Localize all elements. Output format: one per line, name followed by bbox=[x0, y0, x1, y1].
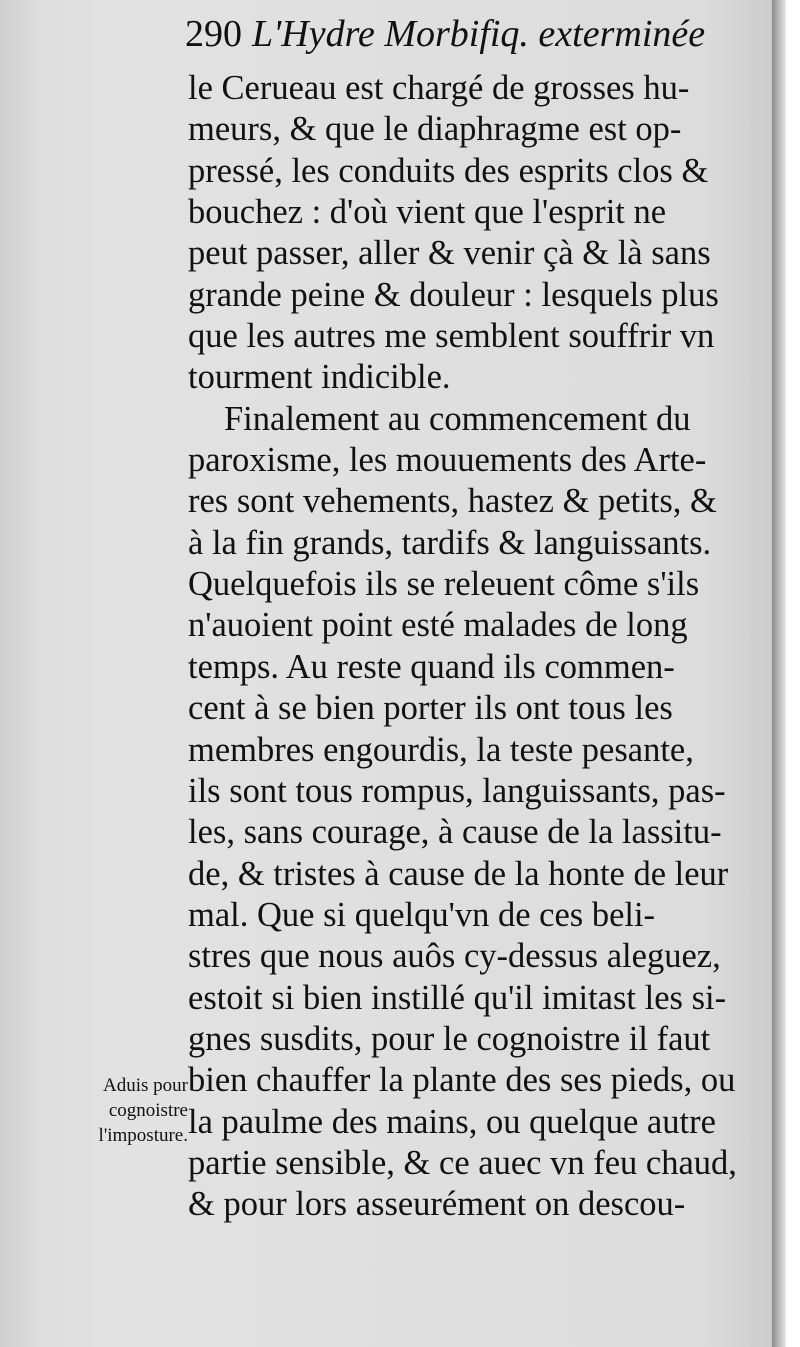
text-line: stres que nous auôs cy-dessus aleguez, bbox=[188, 937, 721, 976]
margin-note bbox=[48, 1073, 188, 1148]
text-line: meurs, & que le diaphragme est op- bbox=[188, 110, 682, 149]
text-line: & pour lors asseurément on descou- bbox=[188, 1185, 686, 1224]
margin-note-line: cognoistre bbox=[108, 1100, 188, 1121]
text-line: gnes susdits, pour le cognoistre il faut bbox=[188, 1019, 711, 1058]
text-line: paroxisme, les mouuements des Arte- bbox=[188, 441, 707, 480]
text-line: membres engourdis, la teste pesante, bbox=[188, 730, 694, 769]
text-line: peut passer, aller & venir çà & là sans bbox=[188, 234, 711, 273]
text-line: bouchez : d'où vient que l'esprit ne bbox=[188, 193, 667, 232]
text-line: mal. Que si quelqu'vn de ces beli- bbox=[188, 895, 656, 934]
text-line: ils sont tous rompus, languissants, pas- bbox=[188, 771, 726, 810]
page-number: 290 bbox=[185, 13, 242, 55]
text-line: temps. Au reste quand ils commen- bbox=[188, 647, 675, 686]
running-title: L'Hydre Morbifiq. exterminée bbox=[252, 13, 706, 55]
text-line: n'auoient point esté malades de long bbox=[188, 606, 688, 645]
text-line: cent à se bien porter ils ont tous les bbox=[188, 689, 673, 728]
text-line: pressé, les conduits des esprits clos & bbox=[188, 151, 709, 190]
text-line: de, & tristes à cause de la honte de leur bbox=[188, 854, 729, 893]
page-edge bbox=[772, 0, 786, 1347]
margin-note-line: Aduis pour bbox=[103, 1075, 188, 1096]
text-line: bien chauffer la plante des ses pieds, ou bbox=[188, 1061, 736, 1100]
text-line: partie sensible, & ce auec vn feu chaud, bbox=[188, 1143, 737, 1182]
text-line: Quelquefois ils se releuent côme s'ils bbox=[188, 565, 700, 604]
text-line: que les autres me semblent souffrir vn bbox=[188, 317, 715, 356]
text-line: à la fin grands, tardifs & languissants. bbox=[188, 523, 712, 562]
body-text bbox=[188, 68, 773, 1226]
margin-note-line: l'imposture. bbox=[98, 1125, 188, 1146]
text-line: Finalement au commencement du bbox=[224, 399, 691, 438]
text-line: res sont vehements, hastez & petits, & bbox=[188, 482, 717, 521]
text-line: estoit si bien instillé qu'il imitast les si- bbox=[188, 978, 727, 1017]
text-line: le Cerueau est chargé de grosses hu- bbox=[188, 69, 690, 107]
text-line: les, sans courage, à cause de la lassitu- bbox=[188, 813, 722, 852]
text-line: tourment indicible. bbox=[188, 358, 451, 397]
text-line: grande peine & douleur : lesquels plus bbox=[188, 275, 719, 314]
running-header bbox=[185, 12, 775, 72]
text-line: la paulme des mains, ou quelque autre bbox=[188, 1102, 716, 1141]
